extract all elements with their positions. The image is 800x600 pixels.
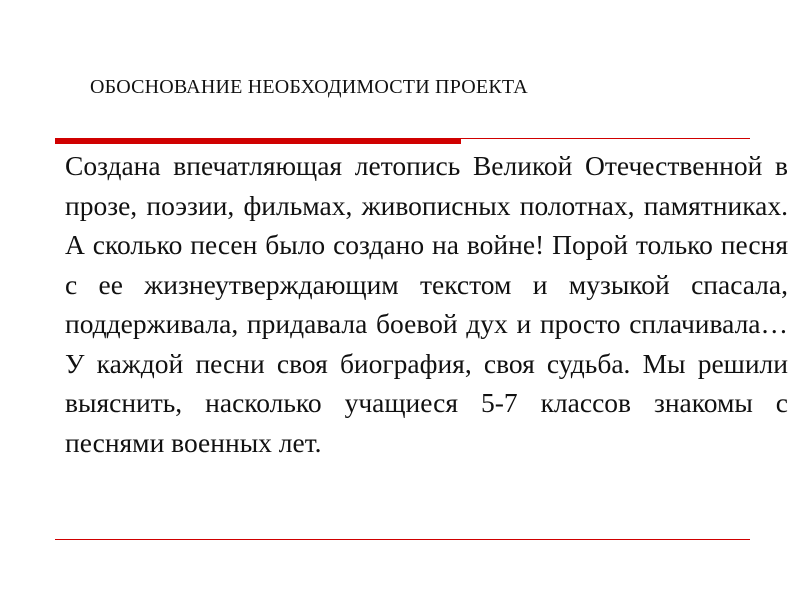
slide-title: ОБОСНОВАНИЕ НЕОБХОДИМОСТИ ПРОЕКТА [90,76,528,98]
body-paragraph: Создана впечатляющая летопись Великой Отечественной в прозе, поэзии, фильмах, живописных полотнах, памятниках. А сколько песен было создано на войне! Порой только песня с ее жизнеутверждающим текстом и музыкой спасала, поддерживала, придавала боевой дух и просто сплачивала… У каждой песни своя биография, своя судьба. Мы решили выяснить, насколько учащиеся 5-7 классов знакомы с песнями военных лет. [65,150,788,458]
accent-rule-thick [55,138,461,144]
accent-rule-thin [461,138,750,139]
bottom-rule [55,539,750,540]
